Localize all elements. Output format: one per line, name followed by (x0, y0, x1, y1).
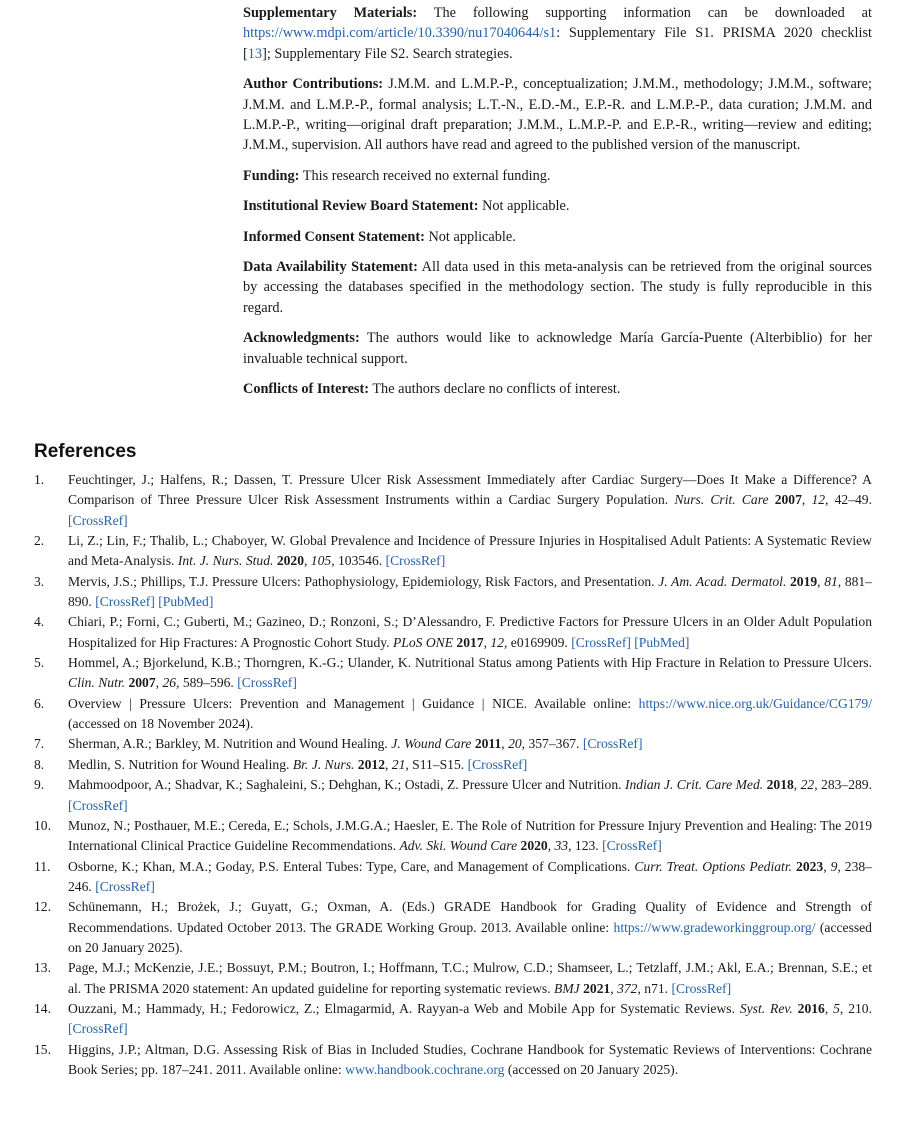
text-run: Munoz, N.; Posthauer, M.E.; Cereda, E.; Schols, J.M.G.A.; Haesler, E. The Role of Nutrition for Pressure Injury Prevention and Healing: The 2019 International Clinical Practice Guideline Recommendations. (68, 817, 872, 854)
text-run: , (793, 777, 801, 793)
reference-number: 13. (34, 960, 51, 976)
year: 2007 (128, 675, 156, 691)
reference-item (34, 1040, 872, 1081)
reference-item (34, 857, 872, 898)
text-run: , (547, 838, 555, 854)
journal-name: Clin. Nutr. (68, 675, 126, 691)
section-label: Supplementary Materials: (243, 5, 418, 21)
section-label: Informed Consent Statement: (243, 228, 425, 245)
reference-item (34, 999, 872, 1040)
reference-link[interactable]: www.handbook.cochrane.org (345, 1061, 505, 1077)
journal-name: Int. J. Nurs. Stud. (177, 553, 274, 569)
text-run: , 42–49. (825, 492, 872, 508)
text-run: This research received no external funding. (299, 167, 551, 184)
text-run: , S11–S15. (405, 756, 468, 772)
text-run: : Supplementary File S1. PRISMA 2020 checklist [ (243, 25, 872, 62)
back-matter-section (243, 196, 872, 216)
reference-number: 9. (34, 777, 45, 793)
section-label: Conflicts of Interest: (243, 381, 369, 398)
text-run: , 238–246. (68, 858, 872, 894)
text-run: Li, Z.; Lin, F.; Thalib, L.; Chaboyer, W. Global Prevalence and Incidence of Pressure Injuries in Hospitalised Adult Patients: A Systematic Review and Meta-Analysis. (68, 533, 872, 569)
reference-item (34, 531, 872, 572)
text-run: The following supporting information can be downloaded at (417, 5, 872, 21)
text-run: , 103546. (331, 553, 386, 569)
text-run: , 881–890. (68, 573, 873, 610)
reference-item (34, 775, 872, 816)
reference-item (34, 694, 872, 735)
text-run: Mahmoodpoor, A.; Shadvar, K.; Saghaleini, S.; Dehghan, K.; Ostadi, Z. Pressure Ulcer and Nutrition. (68, 777, 625, 793)
reference-number: 11. (34, 858, 51, 874)
year: 2011 (474, 736, 502, 752)
reference-item (34, 653, 872, 694)
reference-number: 4. (34, 614, 45, 630)
reference-link[interactable]: [CrossRef] (68, 797, 128, 813)
reference-number: 6. (34, 695, 45, 711)
text-run: (accessed on 18 November 2024). (68, 716, 254, 732)
year: 2007 (774, 492, 802, 508)
text-run: ]; Supplementary File S2. Search strategies. (262, 45, 513, 62)
text-run: , (155, 675, 163, 691)
reference-item (34, 572, 872, 613)
year: 2018 (766, 777, 794, 793)
text-run: The authors would like to acknowledge María García-Puente (Alterbiblio) for her invaluable technical support. (243, 330, 872, 367)
section-label: Funding: (243, 167, 300, 184)
text-run: , 123. (568, 838, 603, 854)
journal-name: Curr. Treat. Options Pediatr. (634, 858, 792, 874)
text-run: , (817, 573, 825, 589)
text-run: J.M.M. and L.M.P.-P., conceptualization; J.M.M., methodology; J.M.M., software; J.M.M. and L.M.P.-P., formal analysis; L.T.-N., E.D.-M., E.P.-R. and L.M.P.-P., data curation; J.M.M. and L.M.P.-P., writing—original draft preparation; J.M.M., L.M.P.-P. and E.P.-R., writing—review and editing; J.M.M., supervision. All authors have read and agreed to the published version of the manuscript. (243, 76, 872, 154)
reference-item (34, 958, 872, 999)
text-run: Mervis, J.S.; Phillips, T.J. Pressure Ulcers: Pathophysiology, Epidemiology, Risk Factors, and Presentation. (68, 573, 659, 589)
journal-name: 9 (830, 858, 838, 874)
reference-number: 14. (34, 1000, 51, 1016)
journal-name: 372 (617, 980, 638, 996)
journal-name: 12 (490, 634, 504, 650)
text-run: Chiari, P.; Forni, C.; Guberti, M.; Gazineo, D.; Ronzoni, S.; D’Alessandro, F. Predictive Factors for Pressure Ulcers in an Older Adult Population Hospitalized for Hip Fractures: A Prognostic Cohort Study. (68, 614, 872, 650)
journal-name: BMJ (554, 980, 580, 996)
reference-link[interactable]: [CrossRef] (602, 838, 662, 854)
back-matter-section (243, 166, 872, 186)
reference-link[interactable]: [CrossRef] (68, 1021, 128, 1037)
reference-link[interactable]: [CrossRef] (385, 553, 446, 569)
references-heading: References (34, 441, 137, 462)
journal-name: 20 (508, 736, 522, 752)
text-run: Hommel, A.; Bjorkelund, K.B.; Thorngren, K.-G.; Ulander, K. Nutritional Status among Patients with Hip Fracture in Relation to Pressure Ulcers. (68, 655, 872, 671)
text-run: , (823, 858, 831, 874)
text-run: , 210. (839, 1000, 872, 1016)
reference-number: 12. (34, 899, 51, 915)
section-label: Author Contributions: (243, 76, 384, 93)
text-run: , 589–596. (176, 675, 238, 691)
text-run: , (304, 553, 311, 569)
text-run: , (384, 756, 392, 772)
reference-link[interactable]: https://www.gradeworkinggroup.org/ (613, 919, 816, 935)
back-matter-section (243, 3, 872, 64)
text-run: , n71. (637, 980, 672, 996)
year: 2019 (789, 573, 818, 589)
year: 2017 (456, 634, 484, 650)
text-run: Medlin, S. Nutrition for Wound Healing. (68, 756, 293, 772)
reference-link[interactable]: [PubMed] (158, 594, 214, 610)
text-run: , 357–367. (521, 736, 583, 752)
journal-name: Syst. Rev. (739, 1000, 793, 1016)
reference-number: 1. (34, 472, 45, 487)
text-run: , (483, 634, 491, 650)
text-run: , (610, 980, 618, 996)
reference-link[interactable]: [CrossRef] (237, 675, 297, 691)
reference-link[interactable]: https://www.nice.org.uk/Guidance/CG179/ (638, 695, 872, 711)
text-run: Not applicable. (424, 228, 516, 245)
references-list (34, 470, 872, 1080)
reference-number: 8. (34, 756, 45, 772)
reference-link[interactable]: 13 (247, 45, 263, 62)
reference-link[interactable]: [PubMed] (634, 634, 690, 650)
reference-link[interactable]: https://www.mdpi.com/article/10.3390/nu17040644/s1 (243, 25, 557, 42)
reference-item (34, 734, 872, 754)
text-run: All data used in this meta-analysis can be retrieved from the original sources by accessing the databases specified in the methodology section. The study is fully reproducible in this regard. (243, 259, 872, 316)
text-run: Overview | Pressure Ulcers: Prevention and Management | Guidance | NICE. Available online: (68, 695, 639, 711)
journal-name: 26 (162, 675, 177, 691)
text-run: (accessed on 20 January 2025). (504, 1061, 679, 1077)
text-run: , (501, 736, 509, 752)
journal-name: 5 (833, 1000, 840, 1016)
reference-item (34, 612, 872, 653)
journal-name: J. Am. Acad. Dermatol. (658, 573, 787, 589)
reference-link[interactable]: [CrossRef] (571, 634, 631, 650)
journal-name: 12 (811, 492, 826, 508)
year: 2012 (357, 756, 385, 772)
journal-name: 33 (554, 838, 569, 854)
reference-item (34, 755, 872, 775)
reference-number: 2. (34, 533, 45, 549)
reference-item (34, 816, 872, 857)
text-run: , e0169909. (504, 634, 572, 650)
year: 2016 (797, 1000, 825, 1016)
text-run: , 283–289. (814, 777, 873, 793)
text-run: Osborne, K.; Khan, M.A.; Goday, P.S. Enteral Tubes: Type, Care, and Management of Complications. (68, 858, 635, 874)
reference-link[interactable]: [CrossRef] (68, 512, 128, 528)
back-matter-section (243, 379, 872, 399)
journal-name: 21 (391, 756, 406, 772)
reference-link[interactable]: [CrossRef] (95, 594, 155, 610)
year: 2020 (520, 838, 548, 854)
text-run: The authors declare no conflicts of interest. (369, 381, 621, 398)
back-matter-section (243, 328, 872, 369)
back-matter (243, 3, 872, 410)
text-run: Schünemann, H.; Brożek, J.; Guyatt, G.; Oxman, A. (Eds.) GRADE Handbook for Grading Quality of Evidence and Strength of Recommendations. Updated October 2013. The GRADE Working Group. 2013. Available online: (68, 899, 872, 935)
year: 2021 (583, 980, 611, 996)
reference-number: 5. (34, 655, 45, 671)
reference-item (34, 470, 872, 531)
back-matter-section (243, 257, 872, 318)
journal-name: Br. J. Nurs. (292, 756, 355, 772)
reference-number: 7. (34, 736, 45, 752)
journal-name: Indian J. Crit. Care Med. (624, 777, 764, 793)
reference-link[interactable]: [CrossRef] (582, 736, 643, 752)
journal-name: 105 (310, 553, 332, 569)
back-matter-section (243, 227, 872, 247)
reference-link[interactable]: [CrossRef] (671, 980, 732, 996)
journal-name: Nurs. Crit. Care (674, 492, 769, 508)
back-matter-section (243, 74, 872, 156)
reference-number: 3. (34, 573, 45, 589)
reference-link[interactable]: [CrossRef] (95, 878, 155, 894)
text-run: (accessed on 20 January 2025). (68, 919, 872, 955)
text-run: Page, M.J.; McKenzie, J.E.; Bossuyt, P.M.; Boutron, I.; Hoffmann, T.C.; Mulrow, C.D.; Shamseer, L.; Tetzlaff, J.M.; Akl, E.A.; Brennan, S.E.; et al. The PRISMA 2020 statement: An updated guideline for reporting systematic reviews. (68, 960, 872, 996)
reference-number: 15. (34, 1041, 51, 1057)
year: 2020 (276, 553, 304, 569)
text-run: Sherman, A.R.; Barkley, M. Nutrition and Wound Healing. (68, 736, 392, 752)
journal-name: Adv. Ski. Wound Care (399, 838, 518, 854)
year: 2023 (796, 858, 824, 874)
text-run: , (824, 1000, 834, 1016)
text-run: Ouzzani, M.; Hammady, H.; Fedorowicz, Z.; Elmagarmid, A. Rayyan-a Web and Mobile App for Systematic Reviews. (68, 1000, 740, 1016)
journal-name: J. Wound Care (391, 736, 472, 752)
text-run: Not applicable. (478, 198, 570, 215)
reference-number: 10. (34, 817, 51, 833)
section-label: Acknowledgments: (243, 330, 360, 347)
text-run: Higgins, J.P.; Altman, D.G. Assessing Risk of Bias in Included Studies, Cochrane Handbook for Systematic Reviews of Interventions: Cochrane Book Series; pp. 187–241. 2011. Available online: (68, 1041, 872, 1077)
section-label: Institutional Review Board Statement: (243, 198, 479, 215)
text-run: Feuchtinger, J.; Halfens, R.; Dassen, T. Pressure Ulcer Risk Assessment Immediately after Cardiac Surgery—Does It Make a Difference? A Comparison of Three Pressure Ulcer Risk Assessment Instruments within a Cardiac Surgery Population. (68, 472, 872, 508)
journal-name: 22 (800, 777, 815, 793)
journal-name: PLoS ONE (392, 634, 454, 650)
reference-link[interactable]: [CrossRef] (467, 756, 528, 772)
journal-name: 81 (824, 573, 838, 589)
text-run: , (801, 492, 812, 508)
section-label: Data Availability Statement: (243, 259, 418, 276)
reference-item (34, 897, 872, 958)
